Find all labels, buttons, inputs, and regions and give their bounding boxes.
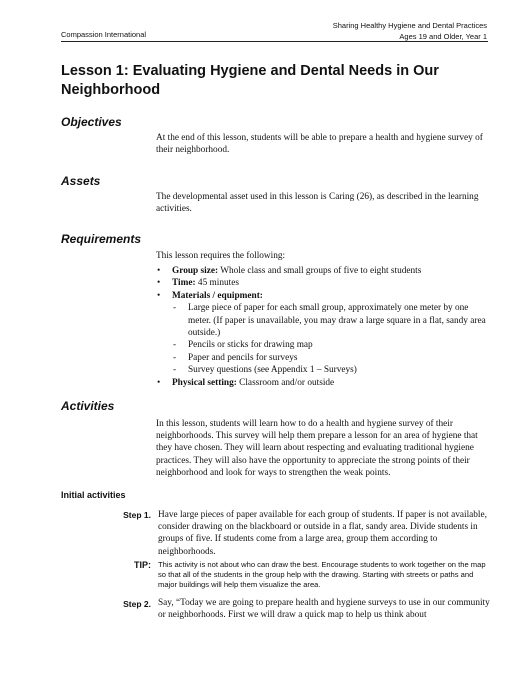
initial-activities-heading: Initial activities bbox=[61, 490, 126, 500]
assets-text: The developmental asset used in this lesson is Caring (26), as described in the learning activities. bbox=[156, 192, 479, 215]
lesson-title: Lesson 1: Evaluating Hygiene and Dental Needs in Our Neighborhood bbox=[61, 63, 439, 98]
list-item bbox=[156, 290, 491, 377]
step1-text: Have large pieces of paper available for each group of students. If paper is not available, consider drawing on the blackboard or outside in a flat, sandy area. Divide students in groups of five. If students come from a large area, group them according to neighborhoods. bbox=[158, 510, 487, 557]
assets-heading: Assets bbox=[61, 174, 101, 188]
header-divider bbox=[61, 41, 488, 42]
tip-text: This activity is not about who can draw the best. Encourage students to work together on the map so that all of the students in the group help with the drawing. Starting with streets or paths and major buildings will help them visualize the area. bbox=[158, 560, 486, 590]
step2-text: Say, “Today we are going to prepare health and hygiene surveys to use in our community or neighborhoods. First we will draw a quick map to help us think about bbox=[158, 598, 490, 621]
step1-label: Step 1. bbox=[123, 510, 151, 520]
setting-value: Classroom and/or outside bbox=[236, 377, 335, 388]
activities-heading: Activities bbox=[61, 399, 115, 413]
list-item bbox=[156, 277, 491, 289]
materials-label: Materials / equipment: bbox=[172, 290, 263, 301]
group-size-label: Group size: bbox=[172, 266, 219, 276]
header-document-info bbox=[333, 20, 487, 42]
step2-label: Step 2. bbox=[123, 599, 151, 609]
materials-list bbox=[172, 302, 491, 376]
material-item: - Survey questions (see Appendix 1 – Surveys) bbox=[172, 364, 491, 376]
requirements-intro: This lesson requires the following: bbox=[156, 251, 286, 261]
list-item bbox=[156, 377, 491, 389]
objectives-text: At the end of this lesson, students will be able to prepare a health and hygiene survey of their neighborhood. bbox=[156, 133, 483, 156]
objectives-heading: Objectives bbox=[61, 115, 122, 129]
material-item: - Pencils or sticks for drawing map bbox=[172, 339, 491, 351]
time-value: 45 minutes bbox=[195, 278, 239, 289]
list-item bbox=[156, 265, 491, 277]
time-label: Time: bbox=[172, 278, 196, 289]
header-document-title: Sharing Healthy Hygiene and Dental Practices bbox=[332, 21, 487, 30]
header-audience: Ages 19 and Older, Year 1 bbox=[399, 32, 487, 41]
material-item: - Paper and pencils for surveys bbox=[172, 352, 491, 364]
header-organization: Compassion International bbox=[61, 30, 147, 39]
material-item: - Large piece of paper for each small group, approximately one meter by one meter. (If paper is unavailable, you may draw a large square in a flat, sandy area outside.) bbox=[172, 302, 491, 339]
group-size-value: Whole class and small groups of five to eight students bbox=[218, 266, 422, 276]
requirements-heading: Requirements bbox=[61, 232, 142, 246]
activities-text: In this lesson, students will learn how to do a health and hygiene survey of their neighborhoods. This survey will help them prepare a lesson for an area of hygiene that they have chosen. They will learn about respecting and evaluating traditional hygiene practices. They will also have the opportunity to appreciate the strong points of their neighborhood and look for ways to strengthen the weak points. bbox=[156, 419, 478, 478]
tip-label: TIP: bbox=[134, 560, 151, 570]
requirements-list bbox=[156, 265, 491, 389]
setting-label: Physical setting: bbox=[172, 377, 237, 388]
